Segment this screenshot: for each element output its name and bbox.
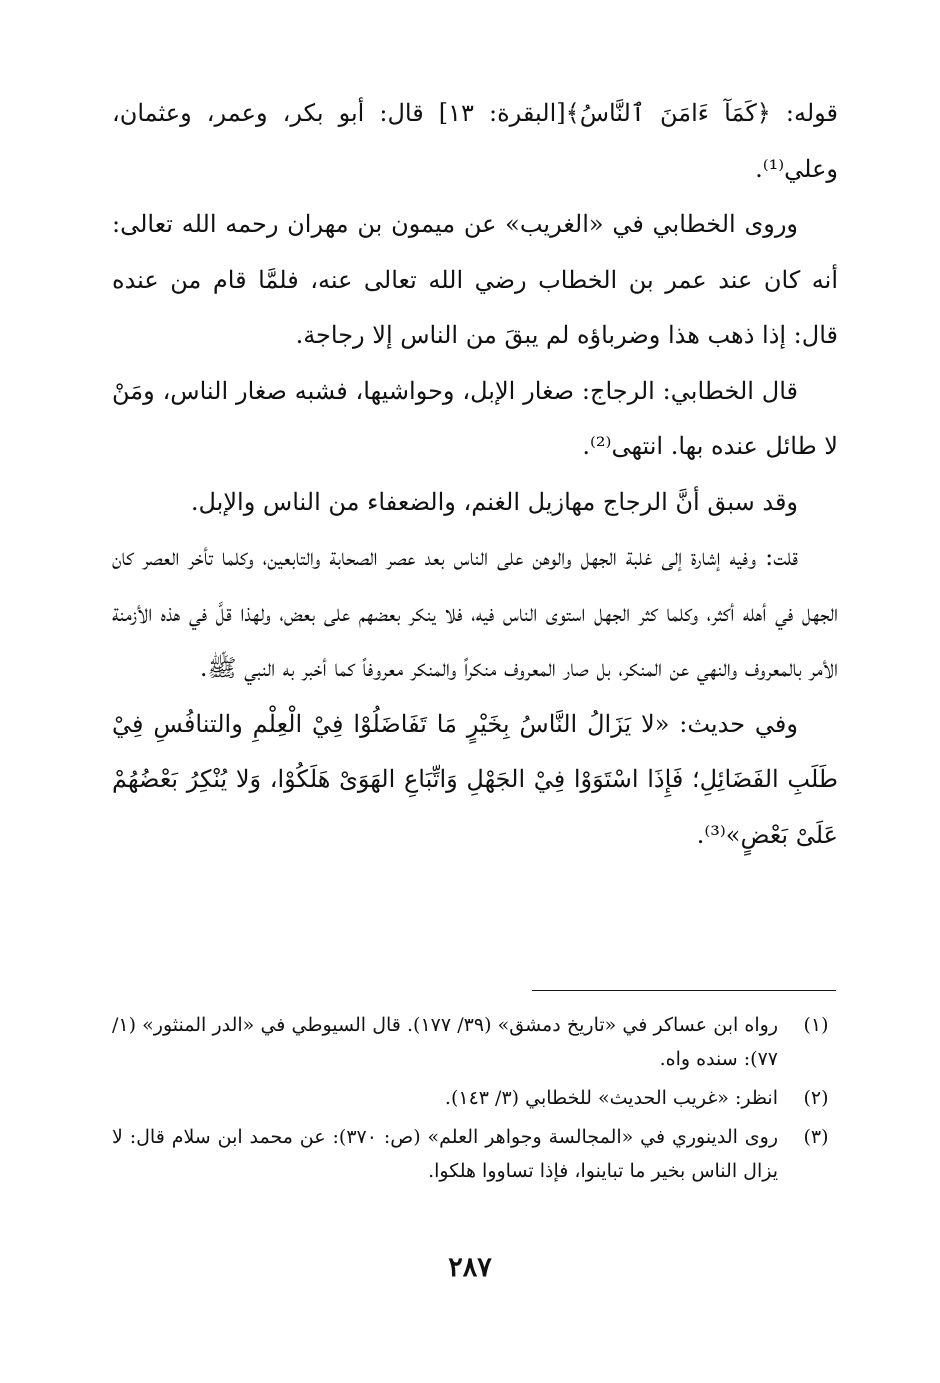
paragraph: وقد سبق أنَّ الرجاج مهازيل الغنم، والضعفاء من الناس والإبل. xyxy=(190,487,798,516)
paragraph: قلت: وفيه إشارة إلى غلبة الجهل والوهن على الناس بعد عصر الصحابة والتابعين، وكلما تأخر العصر كان الجهل في أهله أكثر، وكلما كثر الجهل استوى الناس فيه، فلا ينكر بعضهم على بعض، ولهذا قلَّ في هذه الأزمنة الأمر بالمعروف والنهي عن المنكر، بل صار المعروف منكراً والمنكر معروفاً كما أخبر به النبي ﷺ. xyxy=(112,543,838,682)
footnote-text: روى الدينوري في «المجالسة وجواهر العلم» (ص: ٣٧٠): عن محمد ابن سلام قال: لا يزال الناس بخير ما تباينوا، فإذا تساووا هلكوا. xyxy=(112,1126,778,1182)
footnote-number: (١) xyxy=(803,1014,829,1036)
footnote xyxy=(112,1120,838,1188)
footnote-text: انظر: «غريب الحديث» للخطابي (٣/ ١٤٣). xyxy=(444,1087,778,1109)
paragraph: وروى الخطابي في «الغريب» عن ميمون بن مهران رحمه الله تعالى: أنه كان عند عمر بن الخطاب رضي الله تعالى عنه، فلمَّا قام من عنده قال: إذا ذهب هذا وضرباؤه لم يبقَ من الناس إلا رجاجة. xyxy=(112,210,838,349)
footnote xyxy=(112,1008,838,1076)
paragraph: قوله: ﴿كَمَآ ءَامَنَ ٱلنَّاسُ﴾[البقرة: ١٣] قال: أبو بكر، وعمر، وعثمان، وعلي⁽¹⁾. xyxy=(112,99,839,183)
main-text xyxy=(112,86,838,863)
paragraph: قال الخطابي: الرجاج: صغار الإبل، وحواشيها، فشبه صغار الناس، ومَنْ لا طائل عنده بها. انتهى⁽²⁾. xyxy=(112,376,838,460)
page-number: ٢٨٧ xyxy=(448,1252,492,1283)
paragraph: وفي حديث: «لا يَزَالُ النَّاسُ بِخَيْرٍ مَا تَفَاضَلُوْا فِيْ الْعِلْمِ والتنافُسِ فِيْ طَلَبِ الفَضَائِلِ؛ فَإِذَا اسْتَوَوْا فِيْ الجَهْلِ وَاتِّبَاعِ الهَوَىْ هَلَكُوْا، وَلا يُنْكِرُ بَعْضُهُمْ عَلَىْ بَعْضٍ»⁽³⁾. xyxy=(112,709,838,849)
footnotes xyxy=(112,1008,838,1193)
footnote xyxy=(112,1081,838,1115)
footnote-separator xyxy=(532,990,836,991)
footnote-number: (٢) xyxy=(803,1087,829,1109)
footnote-number: (٣) xyxy=(803,1126,829,1148)
footnote-text: رواه ابن عساكر في «تاريخ دمشق» (٣٩/ ١٧٧). قال السيوطي في «الدر المنثور» (١/ ٧٧): سنده واه. xyxy=(112,1014,778,1070)
